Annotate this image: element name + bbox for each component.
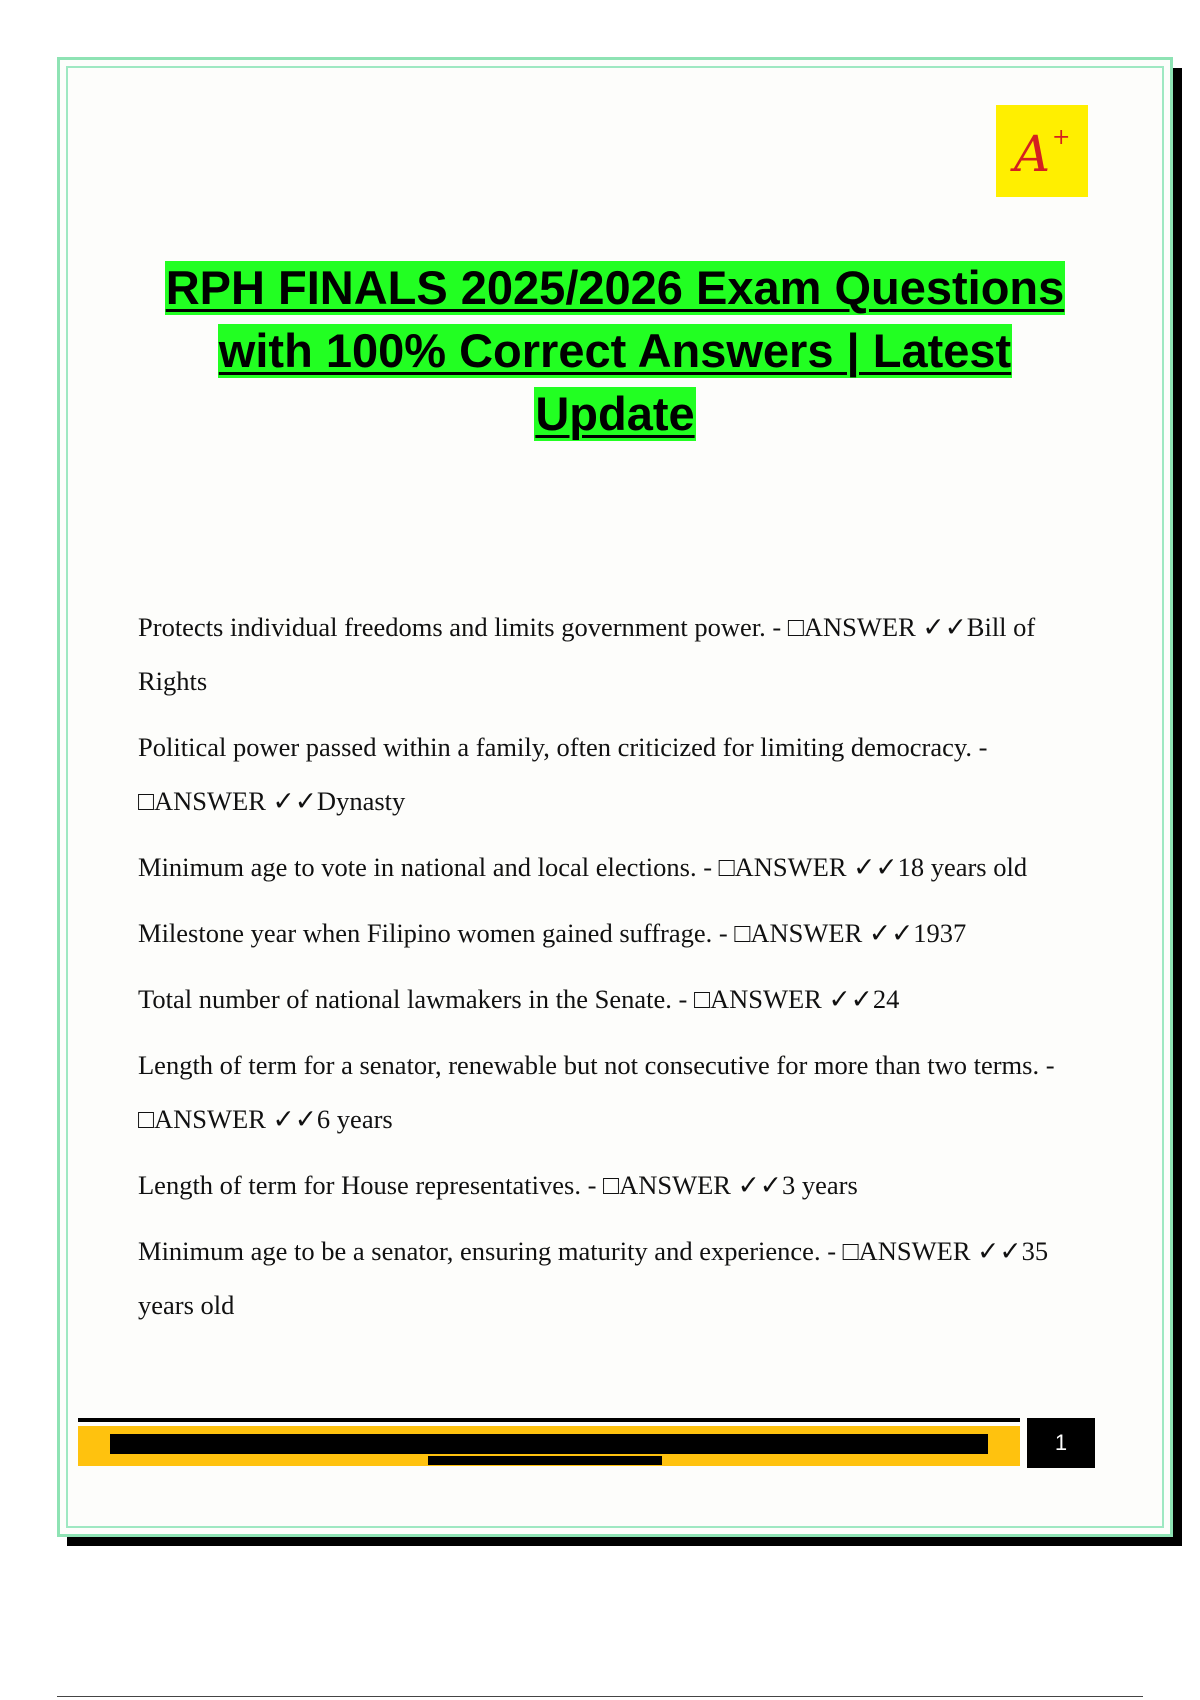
qa-item: Length of term for House representatives. - □ANSWER ✓✓3 years: [138, 1170, 858, 1200]
title-line-1: RPH FINALS 2025/2026 Exam Questions: [165, 261, 1065, 314]
svg-text:A: A: [1014, 125, 1051, 183]
footer-bar: [78, 1426, 1020, 1466]
svg-text:+: +: [1052, 125, 1071, 150]
footer-black-tab: [428, 1456, 662, 1465]
document-title: [100, 256, 1130, 445]
a-plus-logo: [996, 105, 1088, 197]
title-line-3: Update: [535, 387, 695, 440]
bottom-divider: [57, 1696, 1143, 1697]
qa-item: Length of term for a senator, renewable but not consecutive for more than two terms. - □ANSWER ✓✓6 years: [138, 1050, 1055, 1134]
document-page: [57, 57, 1173, 1537]
qa-list: [138, 600, 1102, 1344]
page-number: 1: [1027, 1418, 1095, 1468]
qa-item: Protects individual freedoms and limits government power. - □ANSWER ✓✓Bill of Rights: [138, 612, 1036, 696]
qa-item: Minimum age to be a senator, ensuring maturity and experience. - □ANSWER ✓✓35 years old: [138, 1236, 1049, 1320]
qa-item: Milestone year when Filipino women gained suffrage. - □ANSWER ✓✓1937: [138, 918, 967, 948]
title-line-2: with 100% Correct Answers | Latest: [218, 324, 1012, 377]
qa-item: Minimum age to vote in national and local elections. - □ANSWER ✓✓18 years old: [138, 852, 1028, 882]
a-plus-logo-icon: [1002, 116, 1082, 186]
qa-item: Total number of national lawmakers in the Senate. - □ANSWER ✓✓24: [138, 984, 900, 1014]
footer-black-band: [110, 1434, 988, 1454]
qa-item: Political power passed within a family, often criticized for limiting democracy. - □ANSWER ✓✓Dynasty: [138, 732, 988, 816]
footer-rule: [78, 1418, 1020, 1422]
